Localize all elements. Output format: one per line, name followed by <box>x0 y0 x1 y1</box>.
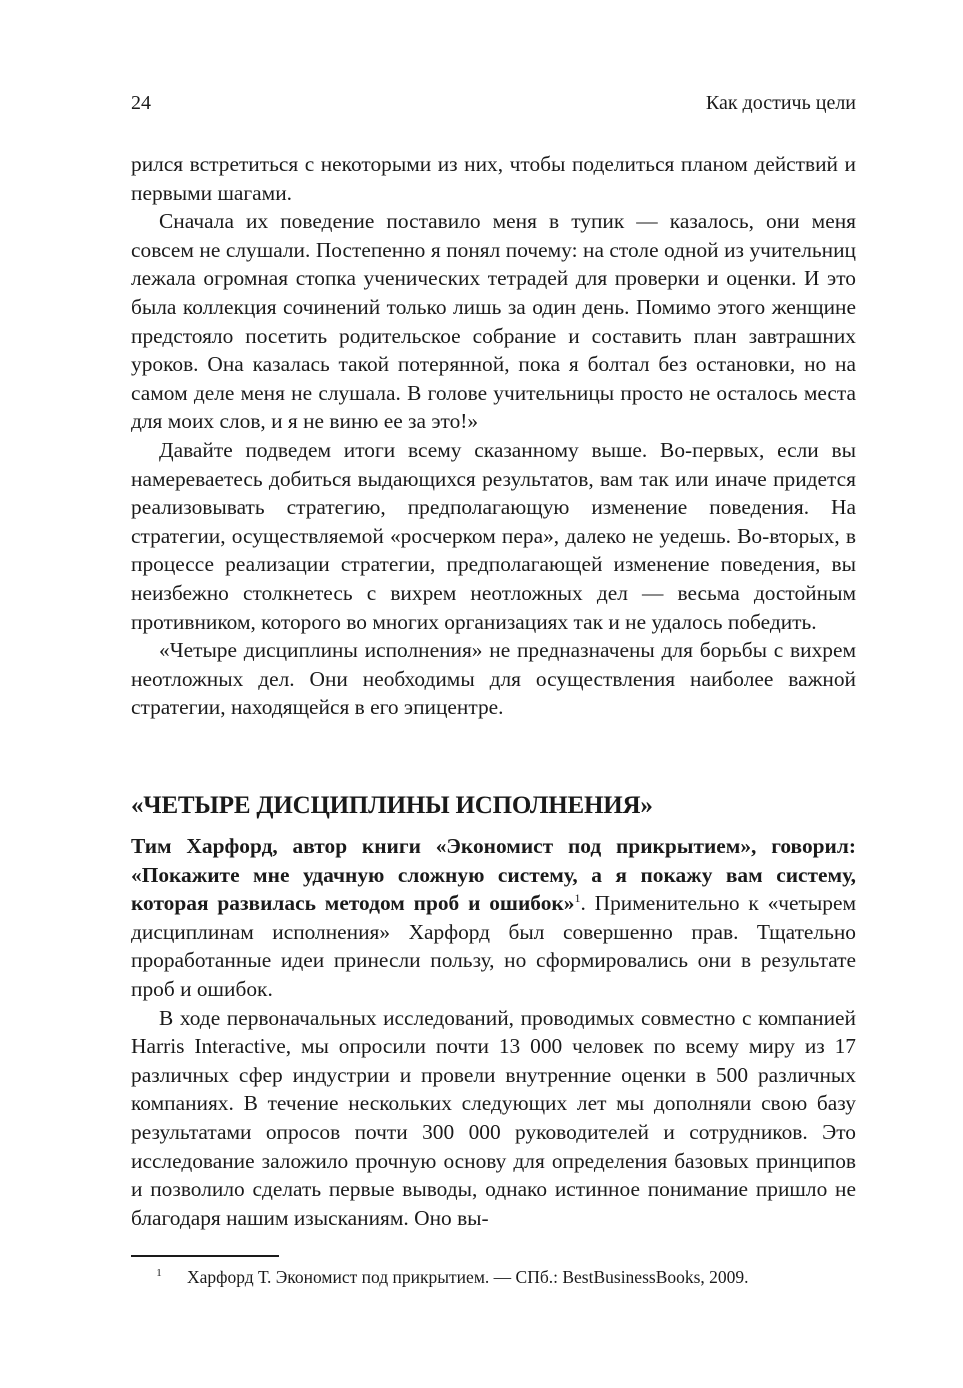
page-number: 24 <box>131 92 151 114</box>
paragraph-with-quote <box>131 832 856 1004</box>
footnote-divider <box>131 1255 279 1257</box>
running-title: Как достичь цели <box>705 92 856 114</box>
body-text-bottom <box>131 832 856 1232</box>
bold-quote: Тим Харфорд, автор книги «Экономист под прикрытием», говорил: «Покажите мне удачную сложную систему, а я покажу вам систему, которая развилась методом проб и ошибок» <box>131 834 856 916</box>
footnote-ref[interactable]: 1 <box>574 891 581 906</box>
paragraph-rest: . Применительно к «четырем дисциплинам исполнения» Харфорд был совершенно прав. Тщательно проработанные идеи принесли пользу, но сформировались они в результате проб и ошибок. <box>131 891 857 1001</box>
paragraph: В ходе первоначальных исследований, проводимых совместно с компанией Harris Interactive, мы опросили почти 13 000 человек по всему миру из 17 различных сфер индустрии и провели внутренние оценки в 500 различных компаниях. В течение нескольких следующих лет мы дополняли свою базу результатами опросов почти 300 000 руководителей и сотрудников. Это исследование заложило прочную основу для определения базовых принципов и позволило сделать первые выводы, однако истинное понимание пришло не благодаря нашим изысканиям. Оно вы- <box>131 1005 856 1230</box>
body-text-top <box>131 150 856 722</box>
paragraph: Давайте подведем итоги всему сказанному выше. Во-первых, если вы намереваетесь добиться выдающихся результатов, вам так или иначе придется реализовывать стратегию, предполагающую изменение поведения. На стратегии, осуществляемой «росчерком пера», далеко не уедешь. Во-вторых, в процессе реализации стратегии, предполагающей изменение поведения, вы неизбежно столкнетесь с вихрем неотложных дел — весьма достойным противником, которого во многих организациях так и не удалось победить. <box>131 437 856 634</box>
paragraph: рился встретиться с некоторыми из них, чтобы поделиться планом действий и первыми шагами. <box>131 152 856 205</box>
footnote-mark: 1 <box>156 1267 162 1279</box>
paragraph: Сначала их поведение поставило меня в тупик — казалось, они меня совсем не слушали. Постепенно я понял почему: на столе одной из учительниц лежала огромная стопка ученических тетрадей для проверки и оценки. И это была коллекция сочинений только лишь за один день. Помимо этого женщине предстояло посетить родительское собрание и составить план завтрашних уроков. Она казалась такой потерянной, пока я болтал без остановки, но на самом деле меня не слушала. В голове учительницы просто не осталось места для моих слов, и я не виню ее за это!» <box>131 209 856 434</box>
footnote-text: Харфорд Т. Экономист под прикрытием. — СПб.: BestBusinessBooks, 2009. <box>187 1267 749 1287</box>
paragraph: «Четыре дисциплины исполнения» не предназначены для борьбы с вихрем неотложных дел. Они необходимы для осуществления наиболее важной стратегии, находящейся в его эпицентре. <box>131 638 856 720</box>
footnote <box>131 1266 856 1288</box>
running-head <box>131 92 856 120</box>
section-heading: «ЧЕТЫРЕ ДИСЦИПЛИНЫ ИСПОЛНЕНИЯ» <box>131 792 653 819</box>
